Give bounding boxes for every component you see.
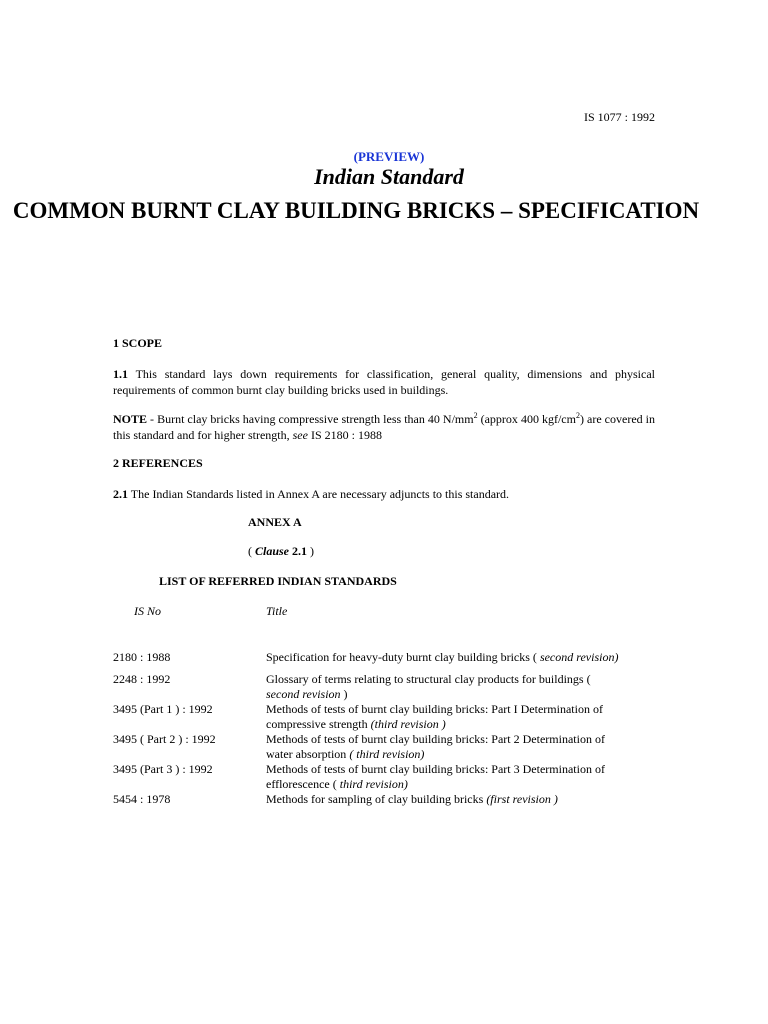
note-text: (approx 400 kgf/cm <box>477 412 576 426</box>
reference-is-number: 2180 : 1988 <box>113 650 171 664</box>
superscript: 2 <box>473 411 478 420</box>
references-clause-text: The Indian Standards listed in Annex A are necessary adjuncts to this standard. <box>128 487 510 501</box>
reference-title-text: Methods for sampling of clay building bricks <box>266 792 487 806</box>
referenced-standards-title: LIST OF REFERRED INDIAN STANDARDS <box>159 574 397 588</box>
annex-clause <box>248 544 314 559</box>
revision-label: (third revision ) <box>370 717 446 731</box>
revision-label: third revision) <box>339 777 408 791</box>
references-heading: 2 REFERENCES <box>113 456 203 470</box>
preview-label: (PREVIEW) <box>353 149 425 164</box>
references-clause-number: 2.1 <box>113 487 128 501</box>
reference-title-text: Methods of tests of burnt clay building bricks: Part 3 Determination of efflorescence ( <box>266 762 605 791</box>
scope-clause <box>113 366 655 398</box>
document-title: COMMON BURNT CLAY BUILDING BRICKS – SPECIFICATION <box>12 198 700 223</box>
note-label: NOTE <box>113 412 148 426</box>
references-clause <box>113 486 655 502</box>
reference-is-number: 5454 : 1978 <box>113 792 171 806</box>
reference-title <box>266 732 611 762</box>
note-text: IS 2180 : 1988 <box>307 428 382 442</box>
clause-paren: ) <box>307 544 315 558</box>
clause-paren: ( <box>248 544 255 558</box>
annex-title: ANNEX A <box>248 515 302 529</box>
reference-title-tail: ) <box>340 687 348 701</box>
scope-clause-text: This standard lays down requirements for classification, general quality, dimensions and physical requirements of common burnt clay building bricks used in buildings. <box>113 367 655 397</box>
reference-title-text: Specification for heavy-duty burnt clay building bricks ( <box>266 650 540 664</box>
column-header-title: Title <box>266 604 288 618</box>
revision-label: second revision <box>266 687 341 701</box>
reference-title-text: Glossary of terms relating to structural clay products for buildings ( <box>266 672 591 686</box>
superscript: 2 <box>575 411 580 420</box>
clause-word: Clause <box>255 544 290 558</box>
reference-title-text: Methods of tests of burnt clay building bricks: Part 2 Determination of water absorption <box>266 732 605 761</box>
standard-label: Indian Standard <box>314 164 464 189</box>
reference-is-number: 2248 : 1992 <box>113 672 171 686</box>
note-text: - Burnt clay bricks having compressive strength less than 40 N/mm <box>147 412 474 426</box>
reference-title <box>266 672 606 702</box>
note-text: ) are covered in this standard and for higher strength, <box>113 412 655 442</box>
column-header-is-no: IS No <box>134 604 161 618</box>
reference-title <box>266 762 611 792</box>
revision-label: second revision) <box>539 650 619 664</box>
revision-label: ( third revision) <box>349 747 425 761</box>
note-see: see <box>292 428 308 442</box>
scope-heading: 1 SCOPE <box>113 336 163 350</box>
reference-is-number: 3495 (Part 1 ) : 1992 <box>113 702 213 716</box>
clause-number: 2.1 <box>289 544 308 558</box>
reference-title <box>266 792 666 807</box>
document-number: IS 1077 : 1992 <box>583 110 655 124</box>
revision-label: (first revision ) <box>486 792 558 806</box>
reference-is-number: 3495 ( Part 2 ) : 1992 <box>113 732 216 746</box>
reference-is-number: 3495 (Part 3 ) : 1992 <box>113 762 213 776</box>
reference-title <box>266 650 686 665</box>
reference-title-text: Methods of tests of burnt clay building bricks: Part I Determination of compressive strength <box>266 702 603 731</box>
scope-clause-number: 1.1 <box>113 367 128 381</box>
reference-title <box>266 702 611 732</box>
scope-note <box>113 411 655 443</box>
